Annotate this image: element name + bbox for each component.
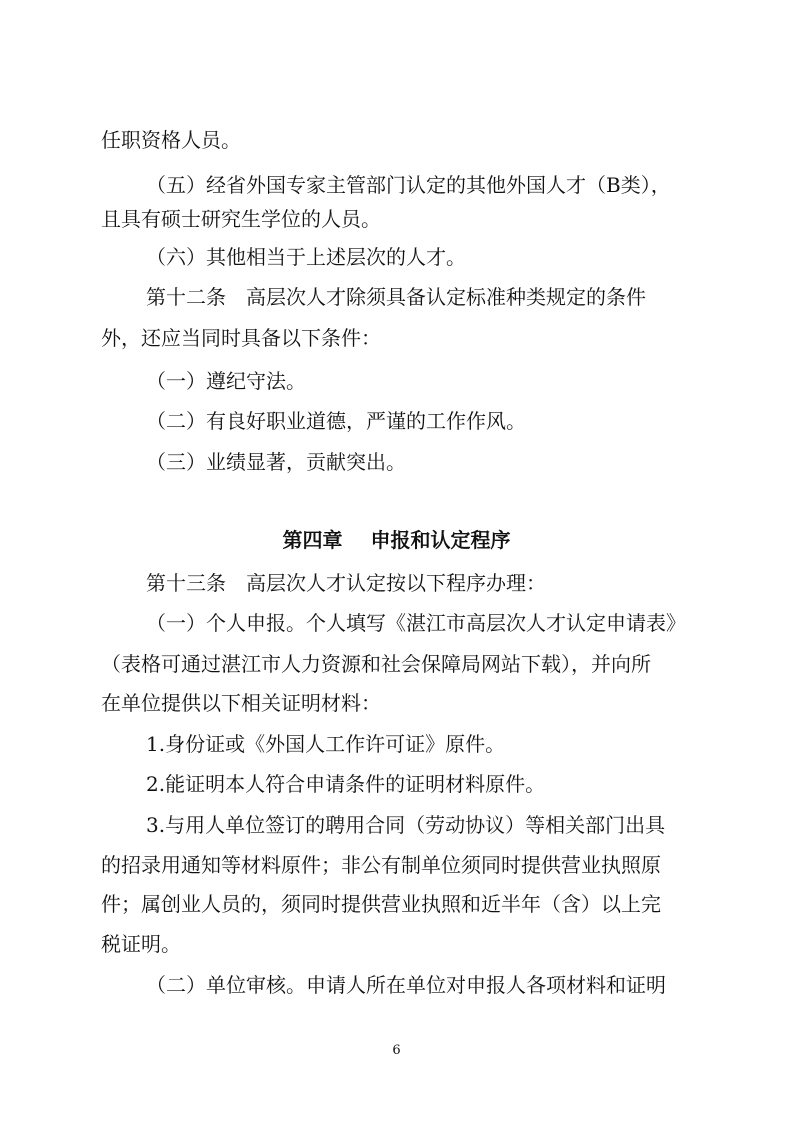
chapter-number: 第四章 [282, 528, 343, 552]
article-12-line: 第十二条 高层次人才除须具备认定标准种类规定的条件 [146, 285, 646, 309]
paragraph-line: （一）遵纪守法。 [146, 369, 306, 393]
paragraph-line: （二）有良好职业道德，严谨的工作作风。 [146, 409, 526, 433]
paragraph-line: 在单位提供以下相关证明材料： [101, 691, 381, 715]
chapter-title: 申报和认定程序 [370, 528, 511, 552]
paragraph-line: （表格可通过湛江市人力资源和社会保障局网站下载），并向所 [101, 652, 651, 676]
paragraph-line: （一）个人申报。个人填写《湛江市高层次人才认定申请表》 [146, 611, 686, 635]
paragraph-line: （二）单位审核。申请人所在单位对申报人各项材料和证明 [146, 973, 666, 997]
paragraph-line: 的招录用通知等材料原件；非公有制单位须同时提供营业执照原 [101, 853, 661, 877]
paragraph-line: 任职资格人员。 [101, 128, 241, 152]
paragraph-line: 3.与用人单位签订的聘用合同（劳动协议）等相关部门出具 [146, 813, 666, 837]
paragraph-line: 外，还应当同时具备以下条件： [101, 326, 381, 350]
paragraph-line: 件；属创业人员的，须同时提供营业执照和近半年（含）以上完 [101, 892, 661, 916]
paragraph-line: 且具有硕士研究生学位的人员。 [101, 207, 381, 231]
article-13-line: 第十三条 高层次人才认定按以下程序办理： [146, 571, 546, 595]
page-number: 6 [392, 1043, 401, 1058]
paragraph-line: 税证明。 [101, 932, 181, 956]
paragraph-line: （五）经省外国专家主管部门认定的其他外国人才（B类）， [146, 173, 671, 197]
paragraph-line: 2.能证明本人符合申请条件的证明材料原件。 [146, 772, 546, 796]
paragraph-line: （六）其他相当于上述层次的人才。 [146, 245, 466, 269]
paragraph-line: （三）业绩显著，贡献突出。 [146, 450, 406, 474]
chapter-heading [0, 525, 793, 555]
paragraph-line: 1.身份证或《外国人工作许可证》原件。 [146, 732, 506, 756]
